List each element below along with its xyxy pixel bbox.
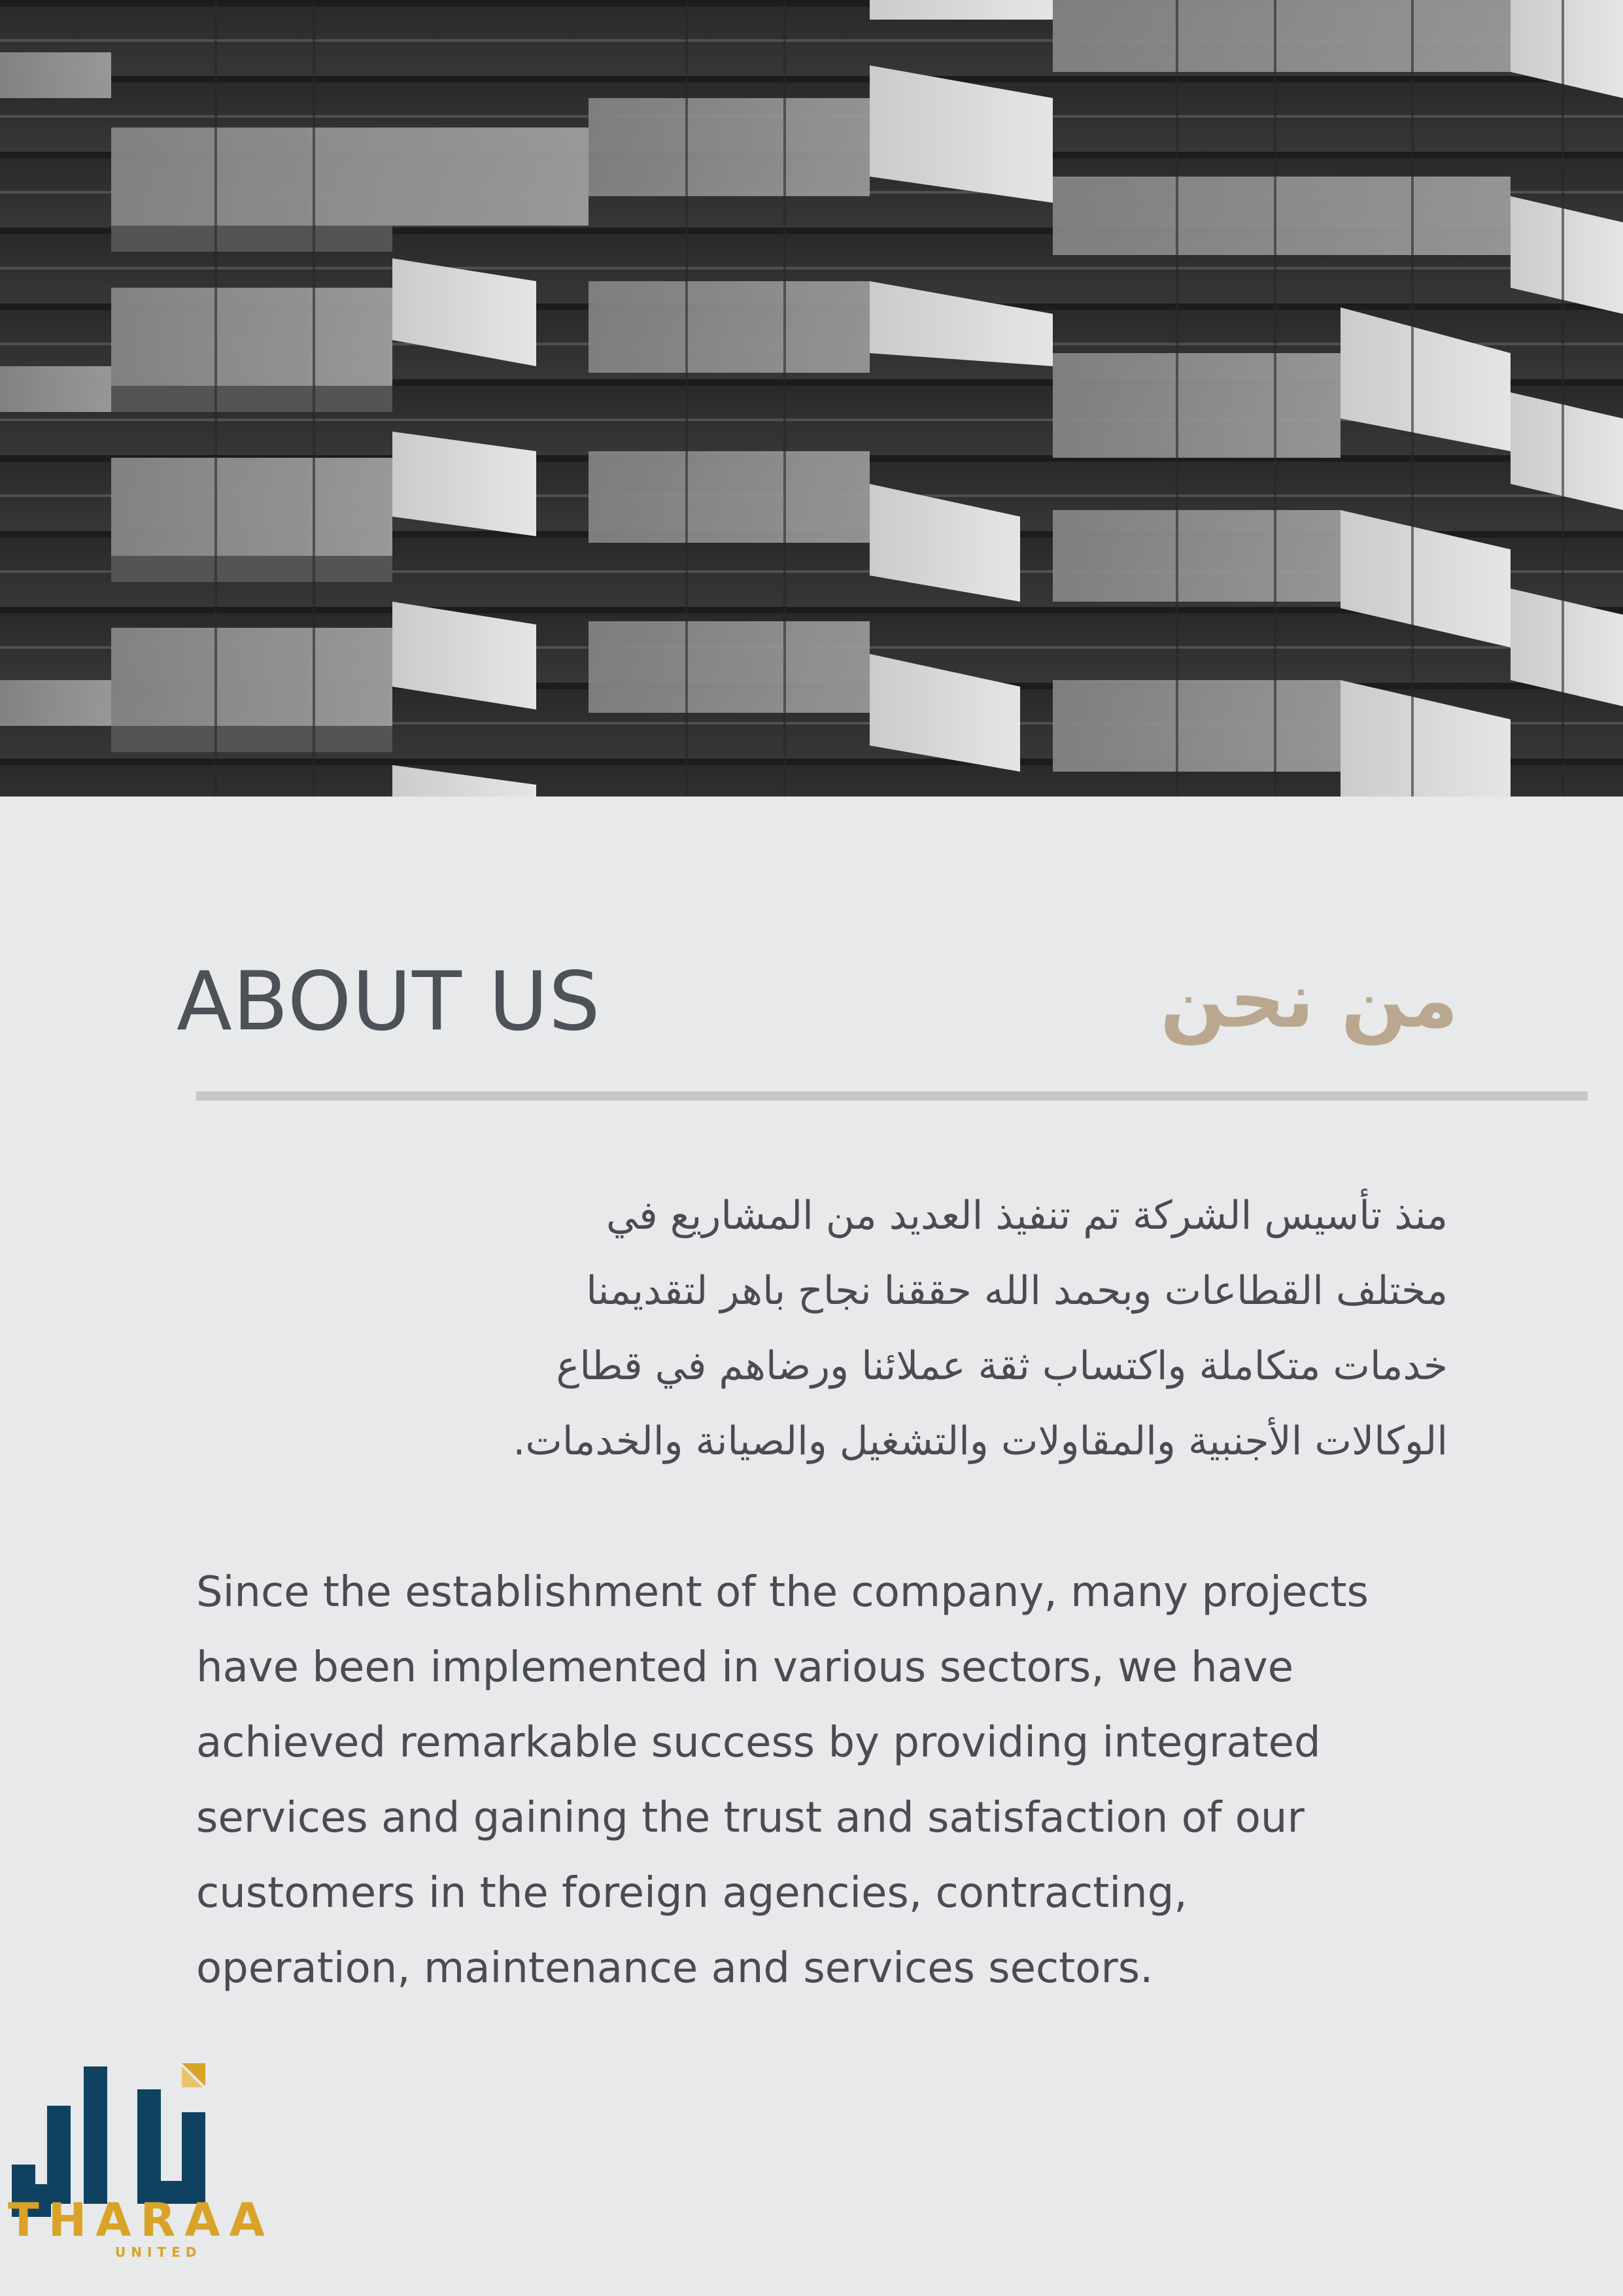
about-paragraph-en <box>196 1555 1504 2006</box>
page-title-en: ABOUT US <box>177 955 601 1049</box>
paragraph-ar-line: خدمات متكاملة واكتساب ثقة عملائنا ورضاهم في قطاع <box>556 1343 1448 1389</box>
paragraph-en-line: services and gaining the trust and satisfaction of our <box>196 1794 1305 1842</box>
paragraph-en-line: operation, maintenance and services sectors. <box>196 1944 1153 1993</box>
paragraph-en-line: achieved remarkable success by providing integrated <box>196 1719 1321 1767</box>
paragraph-en-line: Since the establishment of the company, many projects <box>196 1568 1369 1617</box>
paragraph-ar-line: مختلف القطاعات وبحمد الله حققنا نجاح باهر لتقديمنا <box>586 1268 1448 1314</box>
logo-wordmark: THARAA <box>8 2193 274 2247</box>
title-divider <box>196 1091 1588 1101</box>
logo-subtitle: UNITED <box>115 2244 202 2260</box>
paragraph-ar-line: منذ تأسيس الشركة تم تنفيذ العديد من المشاريع في <box>606 1193 1448 1239</box>
paragraph-en-line: customers in the foreign agencies, contracting, <box>196 1869 1187 1917</box>
page-title-ar: من نحن <box>1160 955 1458 1045</box>
about-paragraph-ar <box>218 1178 1448 1479</box>
paragraph-en-line: have been implemented in various sectors, we have <box>196 1643 1294 1692</box>
paragraph-ar-line: الوكالات الأجنبية والمقاولات والتشغيل والصيانة والخدمات. <box>513 1418 1448 1464</box>
hero-building-photo <box>0 0 1623 797</box>
